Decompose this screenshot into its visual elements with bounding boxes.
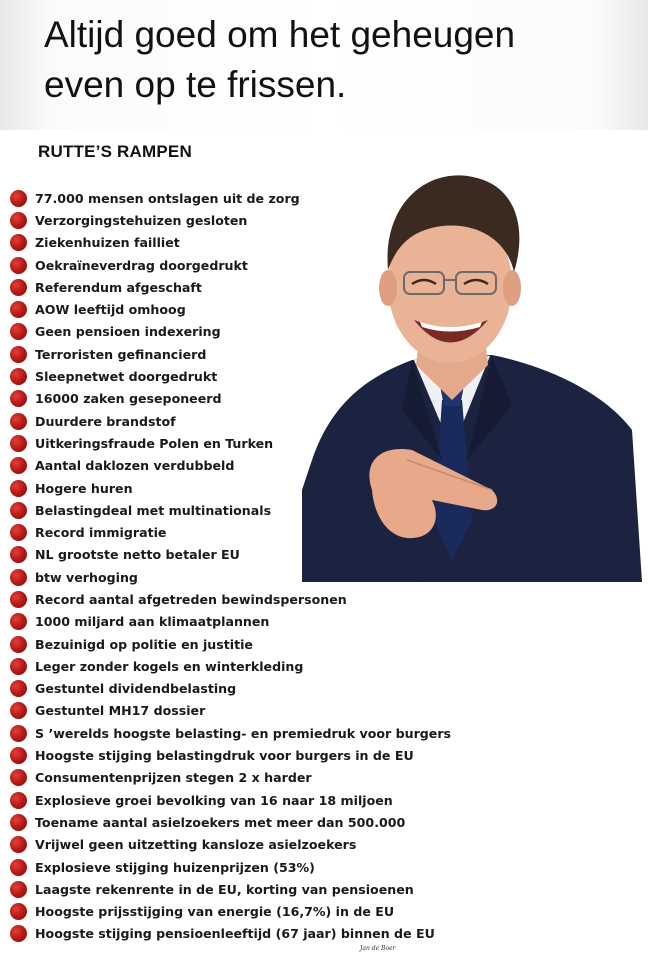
list-item-text: Terroristen gefinancierd (35, 346, 207, 362)
list-item-text: Gestuntel dividendbelasting (35, 681, 237, 697)
red-bullet-icon (10, 390, 27, 407)
list-item (10, 633, 630, 655)
red-bullet-icon (10, 569, 27, 586)
signature: Jan de Boer (360, 945, 396, 952)
red-bullet-icon (10, 814, 27, 831)
list-item-text: Explosieve stijging huizenprijzen (53%) (35, 859, 315, 875)
list-item (10, 878, 630, 900)
page-headline: Altijd goed om het geheugen even op te frissen. (44, 14, 516, 105)
list-item-text: Hoogste stijging belastingdruk voor burgers in de EU (35, 748, 414, 764)
list-item (10, 722, 630, 744)
list-item-text: Hoogste stijging pensioenleeftijd (67 jaar) binnen de EU (35, 926, 435, 942)
list-item-text: Toename aantal asielzoekers met meer dan 500.000 (35, 814, 406, 830)
list-item-text: Sleepnetwet doorgedrukt (35, 369, 218, 385)
red-bullet-icon (10, 702, 27, 719)
list-item (10, 678, 630, 700)
list-item-text: Geen pensioen indexering (35, 324, 221, 340)
list-item-text: Oekraïneverdrag doorgedrukt (35, 257, 248, 273)
list-item (10, 700, 630, 722)
red-bullet-icon (10, 903, 27, 920)
list-item-text: AOW leeftijd omhoog (35, 302, 186, 318)
red-bullet-icon (10, 212, 27, 229)
red-bullet-icon (10, 792, 27, 809)
list-item-text: Ziekenhuizen failliet (35, 235, 180, 251)
red-bullet-icon (10, 346, 27, 363)
list-item-text: S ’werelds hoogste belasting- en premiedruk voor burgers (35, 725, 452, 741)
list-item-text: Record aantal afgetreden bewindspersonen (35, 591, 347, 607)
list-item-text: 1000 miljard aan klimaatplannen (35, 614, 270, 630)
list-item-text: Aantal daklozen verdubbeld (35, 458, 235, 474)
list-item-text: Bezuinigd op politie en justitie (35, 636, 253, 652)
red-bullet-icon (10, 725, 27, 742)
list-item-text: Belastingdeal met multinationals (35, 502, 272, 518)
list-item-text: Hogere huren (35, 480, 133, 496)
list-item-text: Laagste rekenrente in de EU, korting van pensioenen (35, 881, 414, 897)
red-bullet-icon (10, 457, 27, 474)
red-bullet-icon (10, 591, 27, 608)
list-item-text: Gestuntel MH17 dossier (35, 703, 206, 719)
list-item-text: Uitkeringsfraude Polen en Turken (35, 435, 274, 451)
list-item-text: Consumentenprijzen stegen 2 x harder (35, 770, 312, 786)
red-bullet-icon (10, 769, 27, 786)
list-item (10, 767, 630, 789)
list-item (10, 744, 630, 766)
list-item (10, 901, 630, 923)
red-bullet-icon (10, 435, 27, 452)
list-item (10, 811, 630, 833)
red-bullet-icon (10, 323, 27, 340)
list-item-text: Duurdere brandstof (35, 413, 176, 429)
red-bullet-icon (10, 881, 27, 898)
list-item-text: Record immigratie (35, 525, 167, 541)
list-item (10, 834, 630, 856)
red-bullet-icon (10, 480, 27, 497)
list-item-text: NL grootste netto betaler EU (35, 547, 240, 563)
list-item (10, 655, 630, 677)
red-bullet-icon (10, 836, 27, 853)
red-bullet-icon (10, 680, 27, 697)
list-item-text: Vrijwel geen uitzetting kansloze asielzoekers (35, 837, 357, 853)
list-item (10, 611, 630, 633)
red-bullet-icon (10, 546, 27, 563)
red-bullet-icon (10, 524, 27, 541)
red-bullet-icon (10, 279, 27, 296)
red-bullet-icon (10, 613, 27, 630)
red-bullet-icon (10, 301, 27, 318)
list-item (10, 588, 630, 610)
red-bullet-icon (10, 747, 27, 764)
red-bullet-icon (10, 257, 27, 274)
red-bullet-icon (10, 502, 27, 519)
red-bullet-icon (10, 859, 27, 876)
red-bullet-icon (10, 368, 27, 385)
list-item-text: Verzorgingstehuizen gesloten (35, 212, 248, 228)
red-bullet-icon (10, 636, 27, 653)
list-item (10, 923, 630, 945)
list-title: RUTTE’S RAMPEN (38, 142, 192, 161)
list-item (10, 856, 630, 878)
list-item-text: 16000 zaken geseponeerd (35, 391, 222, 407)
red-bullet-icon (10, 234, 27, 251)
list-item-text: Leger zonder kogels en winterkleding (35, 658, 304, 674)
list-item-text: Referendum afgeschaft (35, 279, 202, 295)
list-item-text: Explosieve groei bevolking van 16 naar 18 miljoen (35, 792, 393, 808)
list-item-text: btw verhoging (35, 569, 138, 585)
red-bullet-icon (10, 190, 27, 207)
list-item (10, 789, 630, 811)
list-item-text: 77.000 mensen ontslagen uit de zorg (35, 190, 300, 206)
red-bullet-icon (10, 413, 27, 430)
list-item-text: Hoogste prijsstijging van energie (16,7%) in de EU (35, 904, 395, 920)
person-photo (302, 160, 642, 582)
red-bullet-icon (10, 658, 27, 675)
red-bullet-icon (10, 925, 27, 942)
